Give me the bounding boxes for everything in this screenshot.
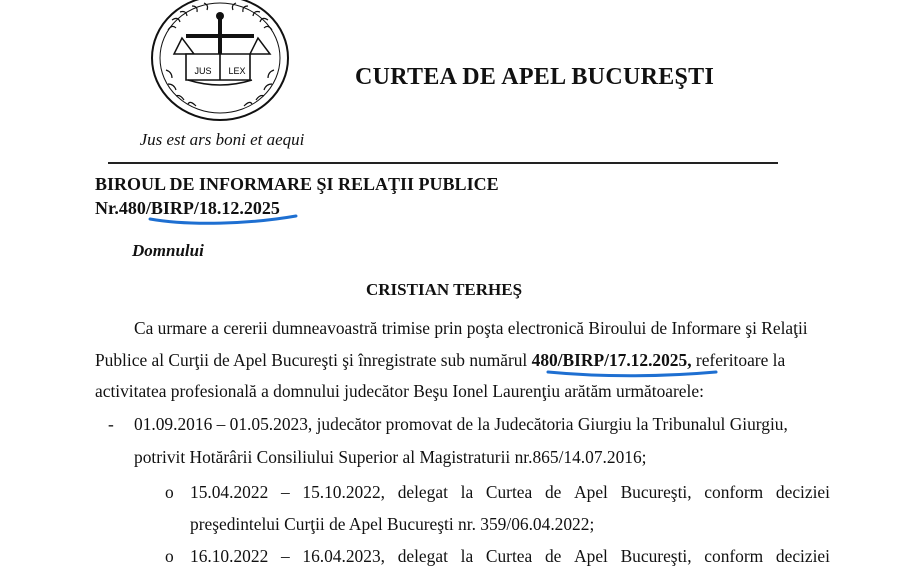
- word: de: [544, 482, 562, 502]
- word: 15.04.2022: [190, 482, 269, 502]
- word: deciziei: [775, 546, 830, 566]
- underline-request-number: [548, 372, 716, 376]
- paragraph-line-2-text-c: referitoare la: [695, 350, 786, 370]
- word: 16.04.2023,: [302, 546, 385, 566]
- court-name-heading: CURTEA DE APEL BUCUREŞTI: [355, 64, 715, 90]
- court-seal-emblem: [148, 0, 293, 128]
- paragraph-line-2: [95, 350, 785, 371]
- registration-number: [95, 198, 280, 219]
- paragraph-line-1: Ca urmare a cererii dumneavoastră trimise prin poşta electronică Biroului de Informare şi Relaţii: [134, 318, 808, 338]
- word: de: [544, 546, 562, 566]
- word: Bucureşti,: [620, 546, 692, 566]
- word: 15.10.2022,: [302, 482, 385, 502]
- request-reference-number: 480/BIRP/17.12.2025,: [531, 350, 692, 370]
- paragraph-line-3: activitatea profesională a domnului judecător Beşu Ionel Laurenţiu arătăm următoarele:: [95, 381, 704, 401]
- registration-number-suffix: /BIRP/18.12.2025: [145, 198, 280, 218]
- word: –: [280, 482, 290, 502]
- salutation: Domnului: [132, 241, 204, 260]
- circle-bullet: o: [165, 482, 174, 502]
- word: –: [280, 546, 290, 566]
- paragraph-line-2-text-a: Publice al Curţii de Apel Bucureşti şi înregistrate sub numărul: [95, 350, 528, 370]
- word: 16.10.2022: [190, 546, 269, 566]
- word: conform: [704, 546, 764, 566]
- court-motto: Jus est ars boni et aequi: [139, 130, 305, 149]
- word: la: [460, 482, 474, 502]
- office-title: BIROUL DE INFORMARE ŞI RELAŢII PUBLICE: [95, 174, 499, 194]
- word: deciziei: [775, 482, 830, 502]
- header-divider: [108, 162, 778, 164]
- item-1-line-2: potrivit Hotărârii Consiliului Superior al Magistraturii nr.865/14.07.2016;: [134, 447, 647, 467]
- subitem-2-line-1: [190, 546, 830, 567]
- seal-text-lex: LEX: [228, 66, 246, 76]
- word: Bucureşti,: [620, 482, 692, 502]
- circle-bullet: o: [165, 546, 174, 566]
- word: conform: [704, 482, 764, 502]
- word: Apel: [574, 546, 608, 566]
- subitem-1-line-2: preşedintelui Curţii de Apel Bucureşti nr. 359/06.04.2022;: [190, 514, 595, 534]
- subitem-1-line-1: [190, 482, 830, 503]
- dash-bullet: -: [108, 414, 114, 434]
- registration-number-prefix: Nr.480: [95, 198, 146, 218]
- word: Apel: [574, 482, 608, 502]
- seal-text-jus: JUS: [194, 66, 212, 76]
- addressee-name: CRISTIAN TERHEŞ: [366, 280, 523, 299]
- word: delegat: [397, 482, 448, 502]
- word: la: [460, 546, 474, 566]
- word: Curtea: [485, 546, 533, 566]
- item-1-line-1: 01.09.2016 – 01.05.2023, judecător promovat de la Judecătoria Giurgiu la Tribunalul Giurgiu,: [134, 414, 788, 434]
- word: Curtea: [485, 482, 533, 502]
- word: delegat: [397, 546, 448, 566]
